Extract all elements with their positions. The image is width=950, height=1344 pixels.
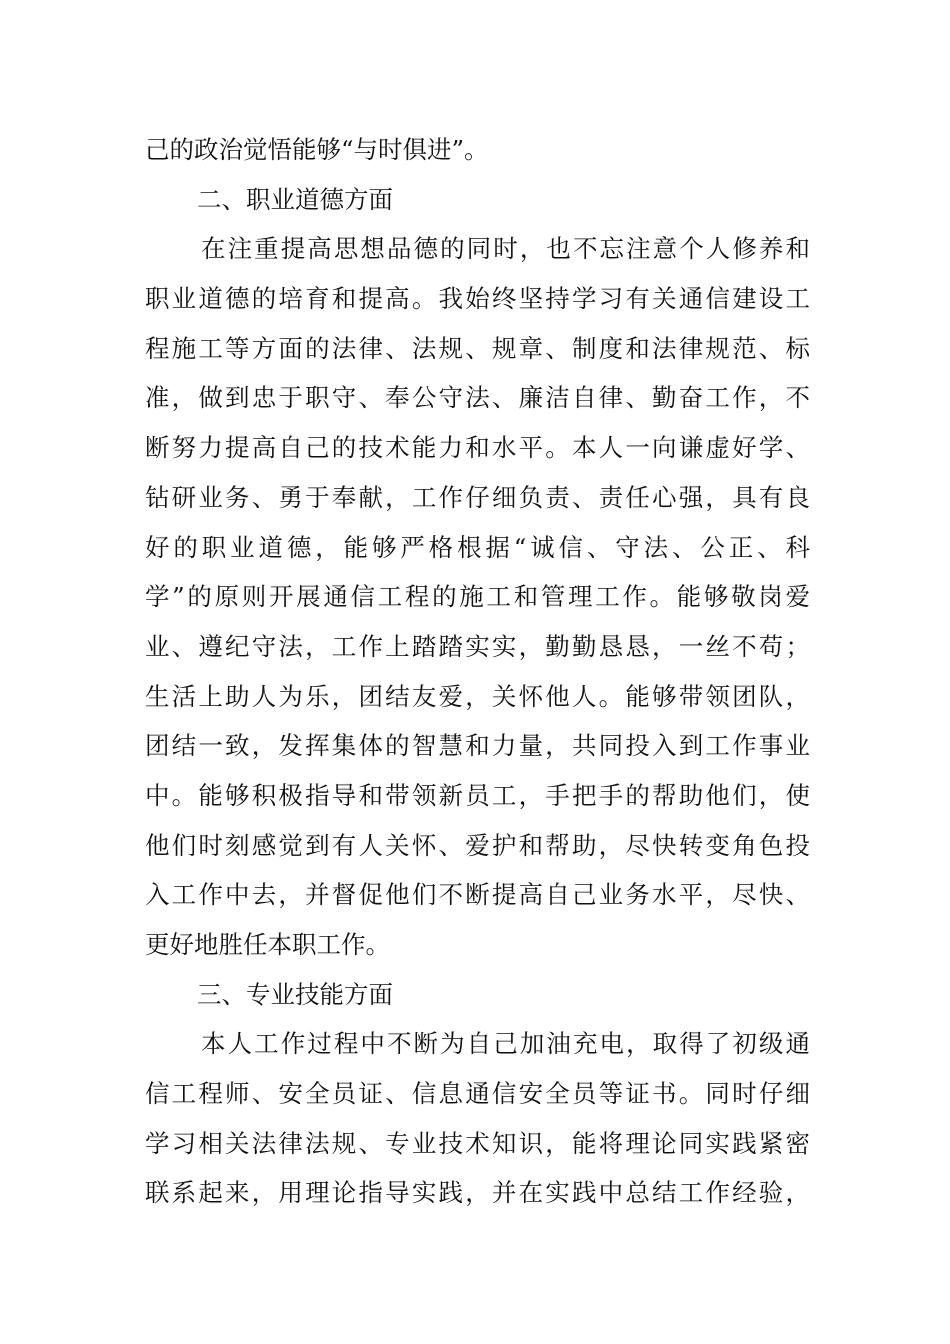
paragraph-line: 学”的原则开展通信工程的施工和管理工作。能够敬岗爱 [145,582,810,612]
section-heading: 二、职业道德方面 [197,184,393,214]
paragraph-line: 职业道德的培育和提高。我始终坚持学习有关通信建设工 [145,284,810,314]
paragraph-line: 在注重提高思想品德的同时，也不忘注意个人修养和 [201,234,810,264]
paragraph-line: 生活上助人为乐，团结友爱，关怀他人。能够带领团队， [145,681,810,711]
document-body [145,125,810,1218]
paragraph-line: 他们时刻感觉到有人关怀、爱护和帮助，尽快转变角色投 [145,830,810,860]
paragraph-line: 本人工作过程中不断为自己加油充电，取得了初级通 [201,1029,810,1059]
paragraph-line: 中。能够积极指导和带领新员工，手把手的帮助他们，使 [145,780,810,810]
paragraph-line: 断努力提高自己的技术能力和水平。本人一向谦虚好学、 [145,433,810,463]
paragraph-line: 学习相关法律法规、专业技术知识，能将理论同实践紧密 [145,1128,810,1158]
paragraph-line: 己的政治觉悟能够“与时俱进”。 [145,135,489,164]
paragraph-line: 联系起来，用理论指导实践，并在实践中总结工作经验， [145,1178,810,1208]
paragraph-line: 入工作中去，并督促他们不断提高自己业务水平，尽快、 [145,880,810,910]
paragraph-line: 更好地胜任本职工作。 [145,930,390,959]
paragraph-line: 好的职业道德，能够严格根据“诚信、守法、公正、科 [145,532,810,562]
paragraph-line: 程施工等方面的法律、法规、规章、制度和法律规范、标 [145,333,810,363]
paragraph-line: 信工程师、安全员证、信息通信安全员等证书。同时仔细 [145,1079,810,1109]
paragraph-line: 团结一致，发挥集体的智慧和力量，共同投入到工作事业 [145,731,810,761]
paragraph-line: 钻研业务、勇于奉献，工作仔细负责、责任心强，具有良 [145,482,810,512]
paragraph-line: 准，做到忠于职守、奉公守法、廉洁自律、勤奋工作，不 [145,383,810,413]
paragraph-line: 业、遵纪守法，工作上踏踏实实，勤勤恳恳，一丝不苟； [145,631,810,661]
section-heading: 三、专业技能方面 [197,979,393,1009]
